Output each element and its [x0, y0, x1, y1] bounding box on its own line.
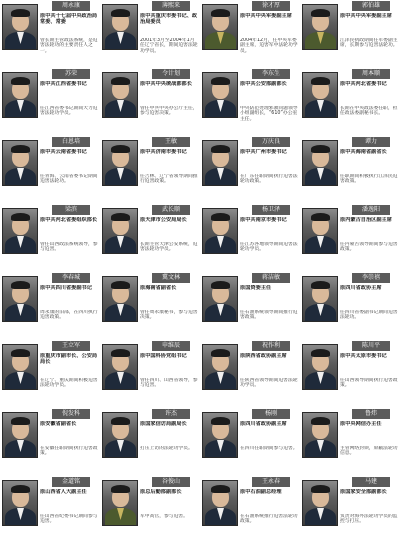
official-title: 原四川省政协主席	[340, 285, 382, 291]
portrait-photo	[202, 276, 238, 322]
official-title: 原中国科协党组书记	[140, 353, 187, 359]
official-card	[300, 204, 400, 272]
official-title: 原海南省副省长	[140, 285, 177, 291]
official-title: 原安徽省副省长	[40, 421, 77, 427]
official-description: 任山西领导期间执行迫害政策。	[340, 378, 398, 389]
portrait-photo	[2, 480, 38, 526]
official-card	[0, 68, 100, 136]
portrait-photo	[2, 412, 38, 458]
official-title: 原国家信访局副局长	[140, 421, 187, 427]
official-card	[300, 408, 400, 476]
name-tag: 王永春	[252, 477, 290, 487]
official-card	[200, 68, 300, 136]
portrait-photo	[2, 140, 38, 186]
official-description: 曾任周永康秘书，参与迫害决策。	[140, 310, 198, 321]
name-tag: 陈川平	[352, 341, 390, 351]
official-title: 原中共十七届中央政治局常委、常委	[40, 13, 98, 26]
official-card	[200, 136, 300, 204]
official-card	[300, 476, 400, 544]
official-card	[200, 0, 300, 68]
portrait-photo	[2, 208, 38, 254]
official-card	[0, 408, 100, 476]
official-title: 原中共河北省委组织部长	[40, 217, 98, 223]
name-tag: 李春城	[52, 273, 90, 283]
name-tag: 令计划	[152, 69, 190, 79]
official-title: 原山西省人大副主任	[40, 489, 87, 495]
portrait-photo	[2, 344, 38, 390]
official-description: 在安徽任职期间执行迫害政策。	[40, 446, 98, 457]
official-card	[100, 340, 200, 408]
portrait-photo	[102, 344, 138, 390]
official-card	[0, 272, 100, 340]
official-card	[100, 204, 200, 272]
name-tag: 倪发科	[52, 409, 90, 419]
portrait-photo	[102, 412, 138, 458]
official-title: 原陕西省政协副主席	[240, 353, 287, 359]
official-title: 原中共中央军委副主席	[340, 13, 392, 19]
name-tag: 李崇禧	[352, 273, 390, 283]
portrait-photo	[102, 4, 138, 50]
official-description: 负责对海外法轮功学员的监控与打压。	[340, 514, 398, 525]
official-description: 主管网络封锁，屏蔽法轮功信息。	[340, 446, 398, 457]
portrait-photo	[302, 4, 338, 50]
name-tag: 李东生	[252, 69, 290, 79]
official-card	[0, 0, 100, 68]
name-tag: 潘逸阳	[352, 205, 390, 215]
official-description: 曾任山西政法系统领导，参与迫害。	[40, 242, 98, 253]
official-card	[200, 272, 300, 340]
portrait-photo	[202, 480, 238, 526]
name-tag: 冀文林	[152, 273, 190, 283]
official-card	[300, 68, 400, 136]
portrait-photo	[202, 412, 238, 458]
official-card	[100, 408, 200, 476]
name-tag: 谭力	[352, 137, 390, 147]
name-tag: 鲁炜	[352, 409, 390, 419]
name-tag: 王立军	[52, 341, 90, 351]
official-card	[0, 136, 100, 204]
official-title: 原中共四川省委副书记	[40, 285, 92, 291]
official-card	[0, 340, 100, 408]
portrait-photo	[102, 276, 138, 322]
official-description: 任江苏各地领导期间迫害法轮功学员。	[240, 242, 298, 253]
official-card	[100, 136, 200, 204]
official-description: 2004年12月，任中央军委副主席，迫害军中法轮功学员。	[240, 38, 298, 54]
official-description: 任石油系统领导期间推行迫害政策。	[240, 310, 298, 321]
portrait-photo	[302, 412, 338, 458]
official-title: 原中共重庆市委书记、政治局委员	[140, 13, 198, 26]
name-tag: 万庆良	[252, 137, 290, 147]
official-description: 长期主管天津公安系统，迫害法轮功学员。	[140, 242, 198, 253]
official-title: 原中共太原市委书记	[340, 353, 387, 359]
name-tag: 马建	[352, 477, 390, 487]
official-card	[200, 408, 300, 476]
official-card	[100, 68, 200, 136]
name-tag: 梁滨	[52, 205, 90, 215]
official-title: 原中石油副总经理	[240, 489, 282, 495]
official-description: 曾长期主管政法系统，是迫害法轮功的主要责任人之一。	[40, 38, 98, 54]
official-title: 原中共中央军委副主席	[240, 13, 292, 19]
name-tag: 周永康	[52, 1, 90, 11]
official-card	[200, 204, 300, 272]
official-description: 任青海、云南省委书记期间迫害法轮功。	[40, 174, 98, 185]
official-description: 任吉林、辽宁省领导期间推行迫害政策。	[140, 174, 198, 185]
official-description: 在石油系统推行迫害法轮功政策。	[240, 514, 298, 525]
official-description: 曾任四川、山西省领导，参与迫害。	[140, 378, 198, 389]
official-card	[100, 476, 200, 544]
official-title: 原中共济南市委书记	[140, 149, 187, 155]
official-title: 原中共南京市委书记	[240, 217, 287, 223]
portrait-photo	[202, 344, 238, 390]
portrait-photo	[202, 72, 238, 118]
official-card	[200, 476, 300, 544]
official-description: 在四川任职期间参与迫害。	[240, 446, 298, 451]
name-tag: 许杰	[152, 409, 190, 419]
official-card	[100, 0, 200, 68]
official-title: 原国家安全部副部长	[340, 489, 387, 495]
portrait-photo	[102, 140, 138, 186]
portrait-photo	[302, 140, 338, 186]
portrait-photo	[102, 72, 138, 118]
official-title: 原总后勤部副部长	[140, 489, 182, 495]
name-tag: 徐才厚	[252, 1, 290, 11]
portrait-photo	[202, 4, 238, 50]
official-title: 原中共河北省委书记	[340, 81, 387, 87]
official-card	[0, 204, 100, 272]
official-title: 原中共广州市委书记	[240, 149, 287, 155]
official-card	[300, 272, 400, 340]
official-card	[300, 0, 400, 68]
official-card	[300, 340, 400, 408]
official-card	[300, 136, 400, 204]
official-title: 原四川省政协副主席	[240, 421, 287, 427]
official-title: 原中共中央统战部部长	[140, 81, 192, 87]
official-description: 周永康的旧部，在四川执行迫害政策。	[40, 310, 98, 321]
official-description: 江泽民执政期间任军委副主席，长期参与迫害法轮功。	[340, 38, 398, 49]
official-description: 在广东任职期间执行迫害法轮功政策。	[240, 174, 298, 185]
portrait-photo	[202, 140, 238, 186]
official-description: 曾任中共中央办公厅主任，参与迫害决策。	[140, 106, 198, 117]
portrait-photo	[2, 276, 38, 322]
official-description: 中央防范处理邪教问题领导小组副组长，“610”办公室主任。	[240, 106, 298, 122]
official-title: 原天津市公安局局长	[140, 217, 187, 223]
official-description: 任陕西省领导期间迫害法轮功学员。	[240, 378, 298, 389]
official-title: 原重庆市副市长、公安局局长	[40, 353, 98, 366]
official-title: 原内蒙古自治区副主席	[340, 217, 392, 223]
name-tag: 申维辰	[152, 341, 190, 351]
name-tag: 金道铭	[52, 477, 90, 487]
official-description: 任山西省纪委书记期间参与迫害。	[40, 514, 98, 525]
official-description: 长期在中央政法委任职，担任政法委副秘书长。	[340, 106, 398, 117]
portrait-photo	[302, 208, 338, 254]
official-description: 军中高官，参与迫害。	[140, 514, 188, 519]
portrait-photo	[302, 72, 338, 118]
official-title: 原中共海南省副省长	[340, 149, 387, 155]
name-tag: 薄熙来	[152, 1, 190, 11]
official-card	[0, 476, 100, 544]
portrait-photo	[2, 4, 38, 50]
official-description: 任四川省委副书记期间迫害法轮功。	[340, 310, 398, 321]
name-tag: 祝作利	[252, 341, 290, 351]
official-description: 在辽宁、重庆期间积极迫害法轮功学员。	[40, 378, 98, 389]
portrait-photo	[302, 276, 338, 322]
official-title: 原中央网信办主任	[340, 421, 382, 427]
name-tag: 武长顺	[152, 205, 190, 215]
name-tag: 周本顺	[352, 69, 390, 79]
portrait-photo	[2, 72, 38, 118]
portrait-photo	[202, 208, 238, 254]
name-tag: 蒋洁敏	[252, 273, 290, 283]
portrait-photo	[102, 480, 138, 526]
name-tag: 苏荣	[52, 69, 90, 79]
official-description: 任内蒙古领导期间参与迫害政策。	[340, 242, 398, 253]
name-tag: 杨刚	[252, 409, 290, 419]
official-card	[200, 340, 300, 408]
official-card	[100, 272, 200, 340]
official-description: 任职期间积极执行江泽民迫害政策。	[340, 174, 398, 185]
portrait-photo	[302, 480, 338, 526]
official-title: 原中共江西省委书记	[40, 81, 87, 87]
name-tag: 郭伯雄	[352, 1, 390, 11]
name-tag: 杨卫泽	[252, 205, 290, 215]
official-description: 2001年3月至2004年1月任辽宁省长，期间迫害法轮功学员。	[140, 38, 198, 54]
name-tag: 白恩培	[52, 137, 90, 147]
name-tag: 王敏	[152, 137, 190, 147]
official-description: 打压上访的法轮功学员。	[140, 446, 193, 451]
portrait-photo	[302, 344, 338, 390]
official-title: 原国资委主任	[240, 285, 272, 291]
portrait-photo	[102, 208, 138, 254]
official-title: 原中共公安部副部长	[240, 81, 287, 87]
name-tag: 谷俊山	[152, 477, 190, 487]
official-title: 原中共云南省委书记	[40, 149, 87, 155]
official-description: 任江西省委书记期间大力迫害法轮功学员。	[40, 106, 98, 117]
